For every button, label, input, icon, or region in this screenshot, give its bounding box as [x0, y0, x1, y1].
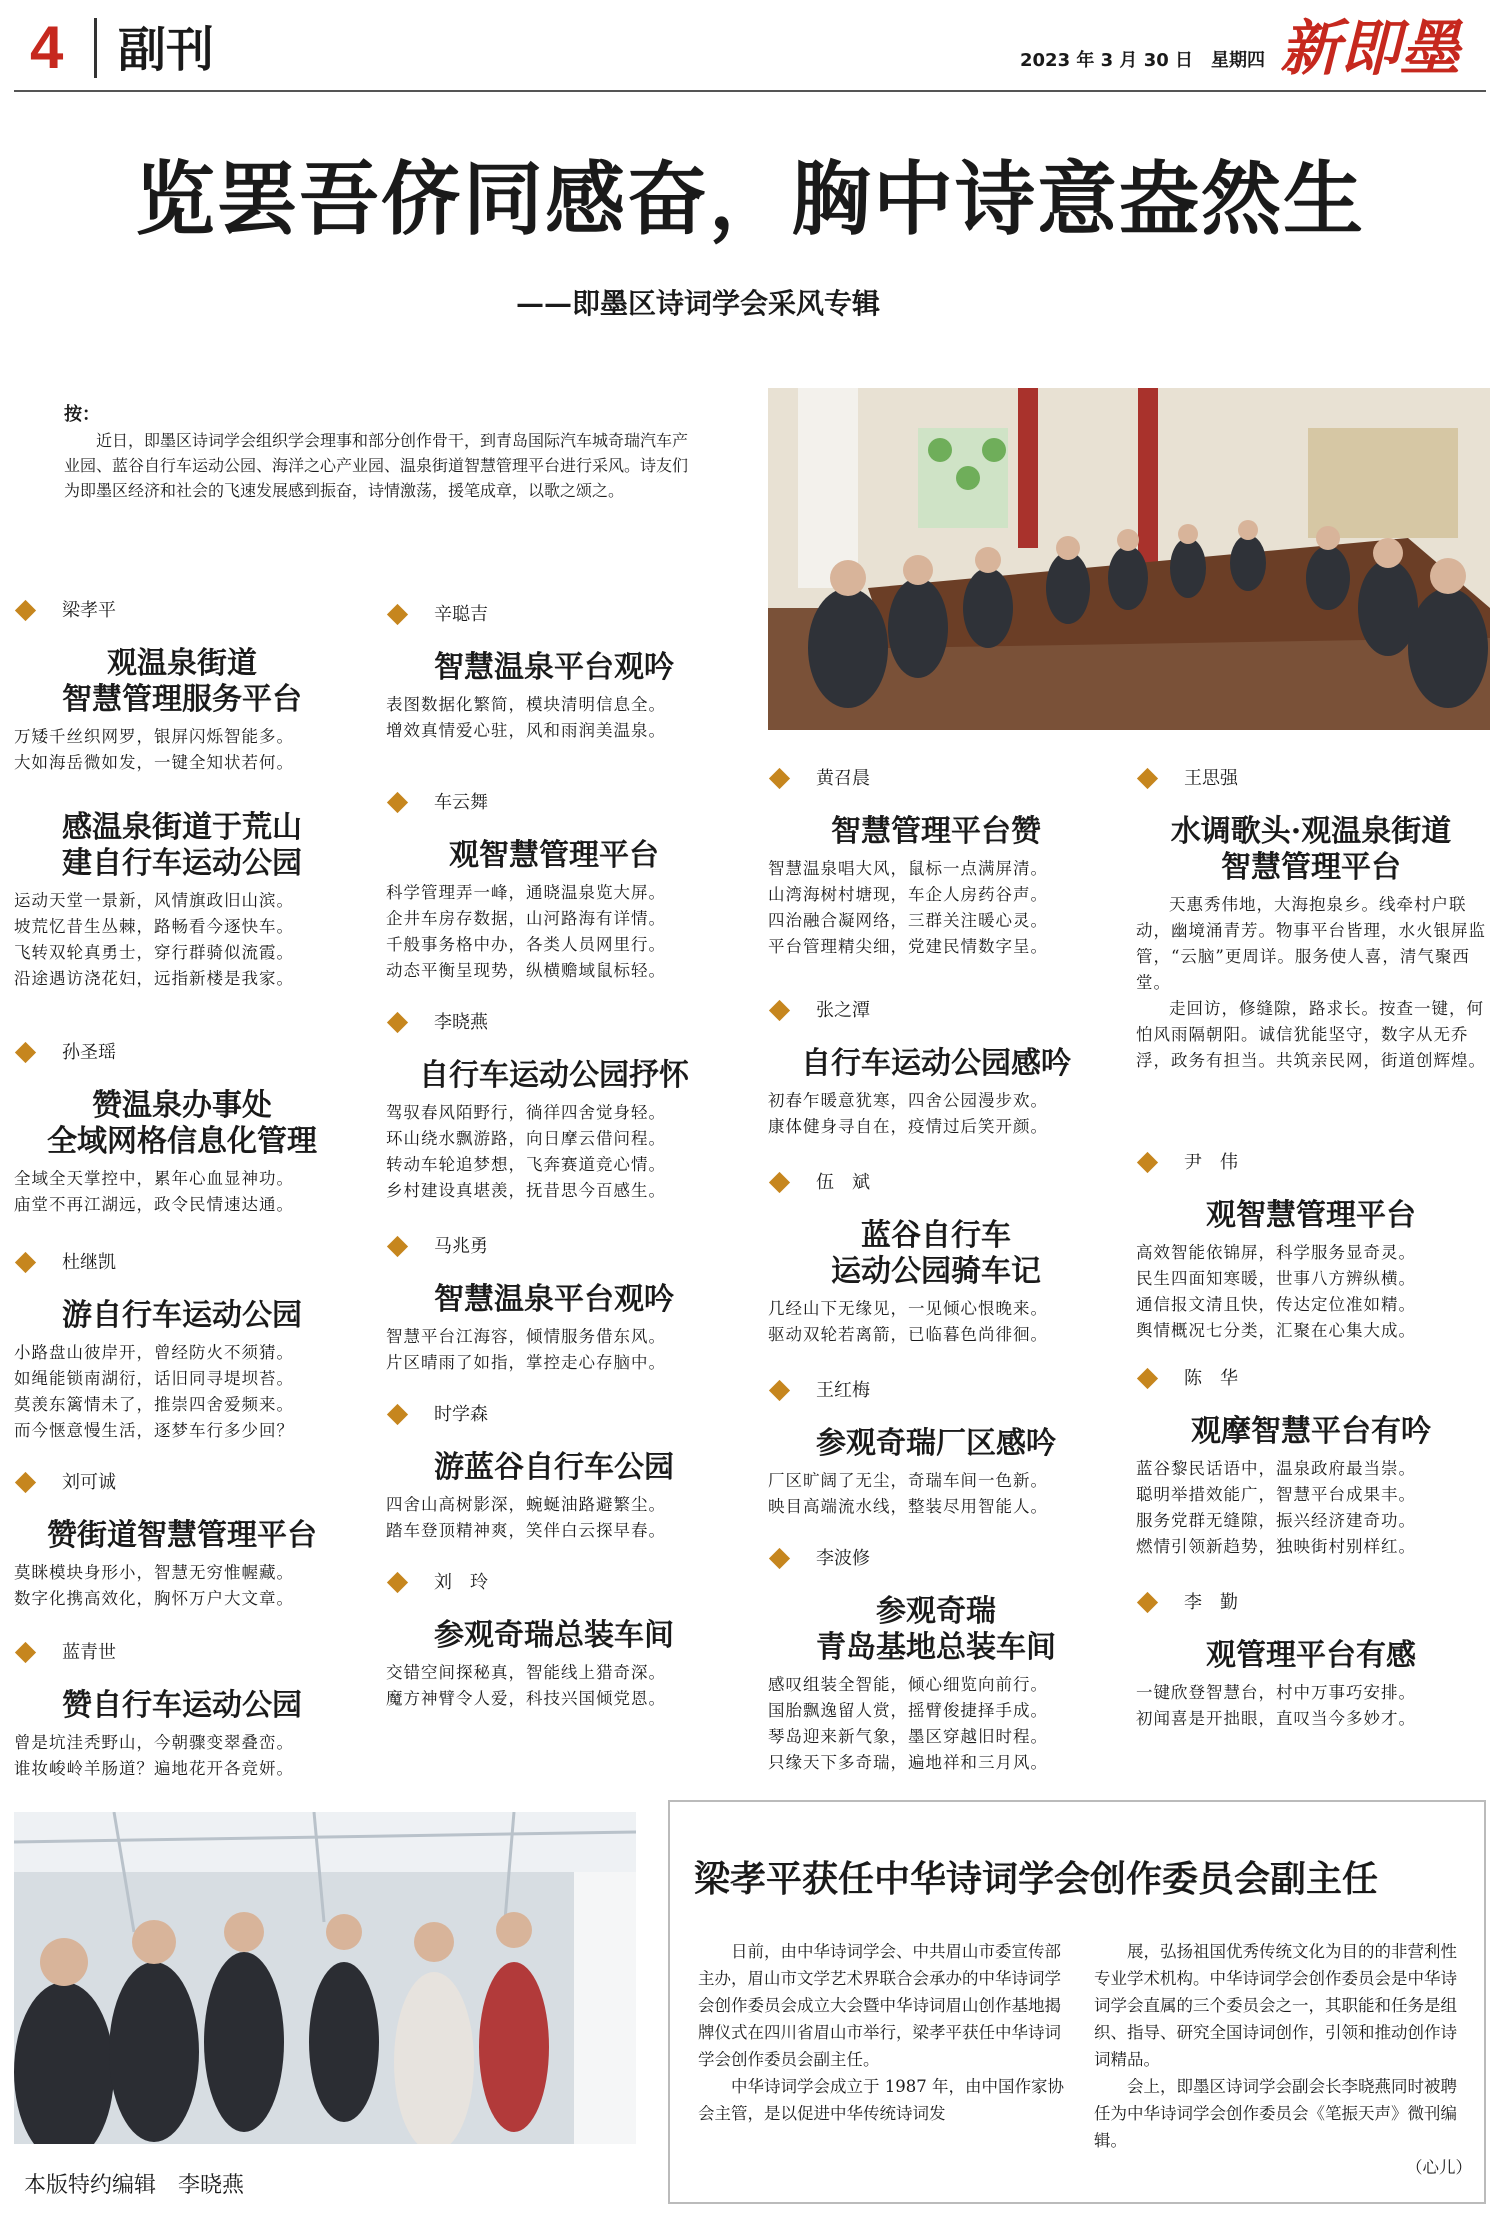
editor-note-label: 按： [64, 404, 100, 425]
poem-author: 辛聪吉 [434, 604, 488, 625]
poem-17 [768, 1546, 1104, 1776]
poem-title: 观温泉街道 智慧管理服务平台 [62, 646, 302, 717]
poem-body: 智慧平台江海容，倾情服务借东风。 片区晴雨了如指，掌控走心存脑中。 [386, 1327, 666, 1372]
section-name: 副刊 [118, 22, 215, 78]
poem-author: 尹 伟 [1184, 1152, 1238, 1173]
diamond-icon [387, 1404, 408, 1425]
masthead-divider [94, 18, 97, 78]
news-column-2: 展，弘扬祖国优秀传统文化为目的的非营利性专业学术机构。中华诗词学会创作委员会是中华诗词学会直属的三个委员会之一，其职能和任务是组织、指导、研究全国诗词创作，引领和推动创作诗词精品。 会上，即墨区诗词学会副会长李晓燕同时被聘任为中华诗词学会创作委员会《笔振天声》微刊编辑。 （心儿） [1094, 1938, 1472, 2181]
diamond-icon [769, 1000, 790, 1021]
poem-15 [768, 1170, 1104, 1348]
poem-author: 张之潭 [816, 1000, 870, 1021]
factory-tour-photo [14, 1812, 636, 2144]
poem-body: 莫眯模块身形小，智慧无穷惟幄藏。 数字化携高效化，胸怀万户大文章。 [14, 1563, 294, 1608]
poem-title: 智慧温泉平台观吟 [434, 650, 674, 685]
poem-8 [386, 790, 722, 984]
poem-body: 小路盘山彼岸开，曾经防火不须猜。 如绳能锁南湖衍，话旧同寻堤坝苔。 莫羡东篱情未了，推崇四舍爱频来。 而今惬意慢生活，逐梦车行多少回？ [14, 1343, 294, 1440]
poem-title: 观管理平台有感 [1206, 1638, 1416, 1673]
poem-6 [14, 1640, 350, 1782]
page-subheadline: ——即墨区诗词学会采风专辑 [516, 287, 881, 320]
diamond-icon [1137, 1368, 1158, 1389]
poem-author: 伍 斌 [816, 1172, 870, 1193]
poem-14 [768, 998, 1104, 1140]
poem-body: 交错空间探秘真，智能线上猎奇深。 魔方神臂令人爱，科技兴国倾党恩。 [386, 1663, 666, 1708]
poem-body: 高效智能依锦屏，科学服务显奇灵。 民生四面知寒暖，世事八方辨纵横。 通信报文清且快，传达定位准如精。 舆情概况七分类，汇聚在心集大成。 [1136, 1243, 1416, 1340]
poem-20 [1136, 1366, 1486, 1560]
poem-body: 初春乍暖意犹寒，四舍公园漫步欢。 康体健身寻自在，疫情过后笑开颜。 [768, 1091, 1048, 1136]
poem-18 [1136, 766, 1486, 1074]
poem-author: 李晓燕 [434, 1012, 488, 1033]
poem-body: 万矮千丝织网罗，银屏闪烁智能多。 大如海岳微如发，一键全知状若何。 [14, 727, 294, 772]
diamond-icon [1137, 768, 1158, 789]
poem-author: 王思强 [1184, 768, 1238, 789]
poem-title: 蓝谷自行车 运动公园骑车记 [831, 1218, 1041, 1289]
poem-body: 科学管理弄一峰，通晓温泉览大屏。 企井车房存数据，山河路海有详情。 千般事务格中办，各类人员网里行。 动态平衡呈现势，纵横赡域鼠标轻。 [386, 883, 666, 980]
masthead-rule [14, 90, 1486, 92]
poem-author: 蓝青世 [62, 1642, 116, 1663]
poem-title: 参观奇瑞厂区感吟 [816, 1426, 1056, 1461]
poem-title: 智慧管理平台赞 [831, 814, 1041, 849]
diamond-icon [387, 1012, 408, 1033]
poem-author: 李波修 [816, 1548, 870, 1569]
poem-4 [14, 1250, 350, 1444]
diamond-icon [387, 1572, 408, 1593]
poem-body: 驾驭春风陌野行，徜徉四舍觉身轻。 环山绕水飘游路，向日摩云借问程。 转动车轮追梦想，飞奔赛道竞心情。 乡村建设真堪羡，抚昔思今百感生。 [386, 1103, 666, 1200]
editor-note-body: 近日，即墨区诗词学会组织学会理事和部分创作骨干，到青岛国际汽车城奇瑞汽车产业园、蓝谷自行车运动公园、海洋之心产业园、温泉街道智慧管理平台进行采风。诗友们为即墨区经济和社会的飞速发展感到振奋，诗情激荡，援笔成章，以歌之颂之。 [64, 431, 689, 500]
poem-body: 蓝谷黎民话语中，温泉政府最当崇。 聪明举措效能广，智慧平台成果丰。 服务党群无缝隙，振兴经济建奇功。 燃情引领新趋势，独映街村别样红。 [1136, 1459, 1416, 1556]
poem-body: 智慧温泉唱大风，鼠标一点满屏清。 山湾海树村塘现，车企人房药谷声。 四治融合凝网络，三群关注暖心灵。 平台管理精尖细，党建民情数字呈。 [768, 859, 1048, 956]
poem-body: 表图数据化繁简，模块清明信息全。 增效真情爱心驻，风和雨润美温泉。 [386, 695, 666, 740]
poem-body: 几经山下无缘见，一见倾心恨晚来。 驱动双轮若离箭，已临暮色尚徘徊。 [768, 1299, 1048, 1344]
poem-3 [14, 1040, 350, 1218]
poem-title: 游自行车运动公园 [62, 1298, 302, 1333]
page-headline: 览罢吾侪同感奋，胸中诗意盎然生 [135, 153, 1365, 246]
poem-author: 王红梅 [816, 1380, 870, 1401]
poem-author: 时学森 [434, 1404, 488, 1425]
diamond-icon [1137, 1152, 1158, 1173]
poem-title: 参观奇瑞总装车间 [434, 1618, 674, 1653]
diamond-icon [769, 1380, 790, 1401]
poem-21 [1136, 1590, 1486, 1732]
diamond-icon [769, 1172, 790, 1193]
poem-body: 一键欣登智慧台，村中万事巧安排。 初闻喜是开拙眼，直叹当今多妙才。 [1136, 1683, 1416, 1728]
poem-10 [386, 1234, 722, 1376]
news-signature: （心儿） [1406, 2158, 1472, 2177]
poem-title: 自行车运动公园抒怀 [419, 1058, 689, 1093]
poem-body: 四舍山高树影深，蜿蜒油路避繁尘。 踏车登顶精神爽，笑伴白云探早春。 [386, 1495, 666, 1540]
poem-title: 自行车运动公园感吟 [801, 1046, 1071, 1081]
diamond-icon [15, 1642, 36, 1663]
news-column-1: 日前，由中华诗词学会、中共眉山市委宣传部主办，眉山市文学艺术界联合会承办的中华诗词学会创作委员会成立大会暨中华诗词眉山创作基地揭牌仪式在四川省眉山市举行，梁孝平获任中华诗词学会创作委员会副主任。 中华诗词学会成立于 1987 年，由中国作家协会主管，是以促进中华传统诗词发 [698, 1942, 1064, 2123]
poem-title: 观摩智慧平台有吟 [1191, 1414, 1431, 1449]
poem-author: 梁孝平 [62, 600, 116, 621]
poem-author: 刘可诚 [62, 1472, 116, 1493]
poem-body: 感叹组装全智能，倾心细览向前行。 国胎飘逸留人赏，摇臂俊捷择手成。 琴岛迎来新气象，墨区穿越旧时程。 只缘天下多奇瑞，遍地祥和三月风。 [768, 1675, 1048, 1772]
poem-body: 运动天堂一景新，风情旗政旧山滨。 坡荒忆昔生丛棘，路畅看今逐快车。 飞转双轮真勇士，穿行群骑似流霞。 沿途遇访浇花妇，远指新楼是我家。 [14, 891, 294, 988]
diamond-icon [769, 768, 790, 789]
poem-author: 车云舞 [434, 792, 488, 813]
page-editor-credit: 本版特约编辑 李晓燕 [24, 2173, 245, 2198]
poem-12 [386, 1570, 722, 1712]
diamond-icon [15, 1472, 36, 1493]
poem-author: 杜继凯 [62, 1252, 116, 1273]
poem-19 [1136, 1150, 1486, 1344]
issue-date: 2023 年 3 月 30 日 星期四 [1020, 50, 1266, 71]
poem-11 [386, 1402, 722, 1544]
diamond-icon [15, 600, 36, 621]
poem-author: 李 勤 [1184, 1592, 1238, 1613]
poem-title: 参观奇瑞 青岛基地总装车间 [816, 1594, 1056, 1665]
poem-13 [768, 766, 1104, 960]
poem-2 [14, 810, 350, 992]
poem-body: 曾是坑洼秃野山，今朝骤变翠叠峦。 谁妆峻岭羊肠道？遍地花开各竞妍。 [14, 1733, 294, 1778]
diamond-icon [1137, 1592, 1158, 1613]
poem-title: 观智慧管理平台 [449, 838, 659, 873]
poem-body: 全域全天掌控中，累年心血显神功。 庙堂不再江湖远，政令民情速达通。 [14, 1169, 294, 1214]
poem-title: 观智慧管理平台 [1206, 1198, 1416, 1233]
poem-body: 厂区旷阔了无尘，奇瑞车间一色新。 映目高端流水线，整装尽用智能人。 [768, 1471, 1048, 1516]
poem-16 [768, 1378, 1104, 1520]
diamond-icon [15, 1252, 36, 1273]
poem-5 [14, 1470, 350, 1612]
poem-title: 赞自行车运动公园 [62, 1688, 302, 1723]
diamond-icon [387, 1236, 408, 1257]
page-number: 4 [30, 14, 64, 81]
poem-body: 天惠秀伟地，大海抱泉乡。线牵村户联动，幽境涌青芳。物事平台皆理，水火银屏监管，“云脑”更周详。服务使人喜，清气聚西堂。 走回访，修缝隙，路求长。按查一键，何怕风雨隔朝阳。诚信犹能坚守，数字从无乔浮，政务有担当。共筑亲民网，街道创辉煌。 [1136, 895, 1486, 1070]
poem-1 [14, 598, 350, 776]
poem-7 [386, 602, 722, 744]
diamond-icon [387, 792, 408, 813]
poem-author: 陈 华 [1184, 1368, 1238, 1389]
poem-title: 赞街道智慧管理平台 [47, 1518, 317, 1553]
diamond-icon [769, 1548, 790, 1569]
poem-author: 孙圣瑶 [62, 1042, 116, 1063]
poem-author: 刘 玲 [434, 1572, 488, 1593]
meeting-photo [768, 388, 1490, 730]
news-headline: 梁孝平获任中华诗词学会创作委员会副主任 [694, 1859, 1379, 1900]
poem-author: 黄召晨 [816, 768, 870, 789]
poem-title: 赞温泉办事处 全域网格信息化管理 [47, 1088, 317, 1159]
diamond-icon [387, 604, 408, 625]
diamond-icon [15, 1042, 36, 1063]
newspaper-logo: 新即墨 [1280, 14, 1460, 84]
poem-author: 马兆勇 [434, 1236, 488, 1257]
poem-title: 感温泉街道于荒山 建自行车运动公园 [62, 810, 302, 881]
poem-title: 智慧温泉平台观吟 [434, 1282, 674, 1317]
poem-title: 水调歌头·观温泉街道 智慧管理平台 [1170, 814, 1452, 885]
poem-9 [386, 1010, 722, 1204]
poem-title: 游蓝谷自行车公园 [434, 1450, 674, 1485]
